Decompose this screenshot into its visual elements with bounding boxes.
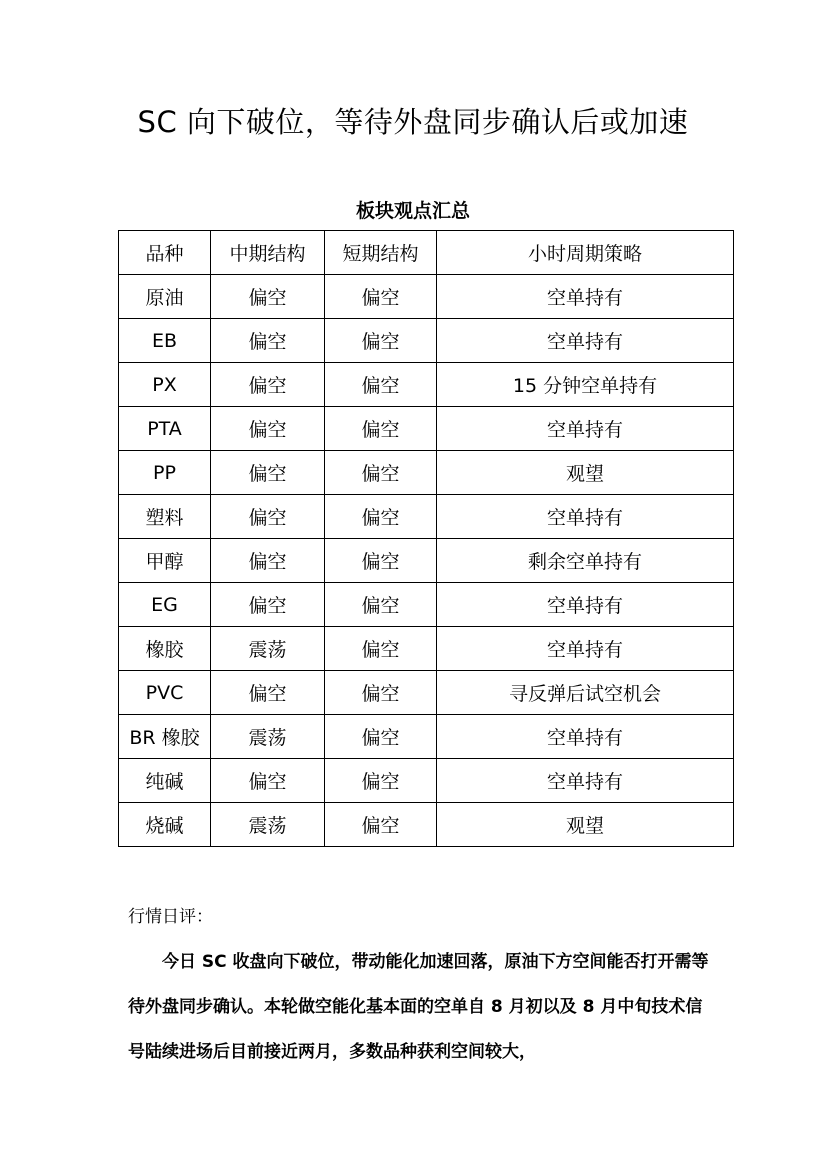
cell-short-term: 偏空 [325, 451, 437, 495]
table-row [119, 451, 734, 495]
cell-variety: PVC [119, 671, 211, 715]
cell-medium-term: 震荡 [211, 715, 325, 759]
cell-short-term: 偏空 [325, 407, 437, 451]
cell-short-term: 偏空 [325, 319, 437, 363]
cell-hourly-strategy: 空单持有 [437, 495, 734, 539]
table-row [119, 627, 734, 671]
cell-hourly-strategy: 空单持有 [437, 627, 734, 671]
cell-variety: 原油 [119, 275, 211, 319]
cell-short-term: 偏空 [325, 627, 437, 671]
cell-medium-term: 偏空 [211, 671, 325, 715]
header-variety: 品种 [119, 231, 211, 275]
table-body [119, 275, 734, 847]
table-row [119, 319, 734, 363]
header-hourly-strategy: 小时周期策略 [437, 231, 734, 275]
cell-variety: 纯碱 [119, 759, 211, 803]
cell-medium-term: 偏空 [211, 583, 325, 627]
cell-medium-term: 偏空 [211, 275, 325, 319]
cell-medium-term: 偏空 [211, 407, 325, 451]
cell-medium-term: 偏空 [211, 451, 325, 495]
cell-short-term: 偏空 [325, 671, 437, 715]
table-row [119, 759, 734, 803]
cell-hourly-strategy: 剩余空单持有 [437, 539, 734, 583]
table-row [119, 275, 734, 319]
cell-hourly-strategy: 空单持有 [437, 275, 734, 319]
cell-medium-term: 偏空 [211, 363, 325, 407]
cell-short-term: 偏空 [325, 539, 437, 583]
cell-variety: 橡胶 [119, 627, 211, 671]
cell-short-term: 偏空 [325, 275, 437, 319]
cell-variety: 烧碱 [119, 803, 211, 847]
cell-hourly-strategy: 空单持有 [437, 759, 734, 803]
cell-variety: BR 橡胶 [119, 715, 211, 759]
commentary-paragraph: 今日 SC 收盘向下破位，带动能化加速回落，原油下方空间能否打开需等待外盘同步确认。本轮做空能化基本面的空单自 8 月初以及 8 月中旬技术信号陆续进场后目前接近两月，多数品种获利空间较大， [128, 952, 709, 1062]
cell-medium-term: 偏空 [211, 539, 325, 583]
document-title: SC 向下破位，等待外盘同步确认后或加速 [137, 105, 689, 139]
cell-medium-term: 偏空 [211, 319, 325, 363]
cell-short-term: 偏空 [325, 759, 437, 803]
header-short-term: 短期结构 [325, 231, 437, 275]
header-medium-term: 中期结构 [211, 231, 325, 275]
table-row [119, 803, 734, 847]
cell-variety: PX [119, 363, 211, 407]
table-row [119, 495, 734, 539]
cell-variety: 甲醇 [119, 539, 211, 583]
cell-short-term: 偏空 [325, 495, 437, 539]
sector-view-table [118, 230, 734, 847]
cell-hourly-strategy: 观望 [437, 451, 734, 495]
table-row [119, 539, 734, 583]
cell-hourly-strategy: 空单持有 [437, 583, 734, 627]
table-header-row [119, 231, 734, 275]
table-row [119, 363, 734, 407]
cell-medium-term: 偏空 [211, 495, 325, 539]
cell-variety: PTA [119, 407, 211, 451]
cell-short-term: 偏空 [325, 583, 437, 627]
cell-variety: EB [119, 319, 211, 363]
cell-hourly-strategy: 寻反弹后试空机会 [437, 671, 734, 715]
cell-short-term: 偏空 [325, 715, 437, 759]
cell-hourly-strategy: 15 分钟空单持有 [437, 363, 734, 407]
cell-variety: EG [119, 583, 211, 627]
cell-medium-term: 偏空 [211, 759, 325, 803]
cell-hourly-strategy: 观望 [437, 803, 734, 847]
cell-medium-term: 震荡 [211, 627, 325, 671]
cell-short-term: 偏空 [325, 803, 437, 847]
cell-hourly-strategy: 空单持有 [437, 407, 734, 451]
table-row [119, 407, 734, 451]
cell-short-term: 偏空 [325, 363, 437, 407]
table-caption: 板块观点汇总 [355, 200, 470, 222]
table-row [119, 671, 734, 715]
cell-medium-term: 震荡 [211, 803, 325, 847]
cell-variety: 塑料 [119, 495, 211, 539]
table-row [119, 583, 734, 627]
cell-hourly-strategy: 空单持有 [437, 319, 734, 363]
cell-hourly-strategy: 空单持有 [437, 715, 734, 759]
table-row [119, 715, 734, 759]
cell-variety: PP [119, 451, 211, 495]
commentary-heading: 行情日评： [128, 907, 213, 927]
